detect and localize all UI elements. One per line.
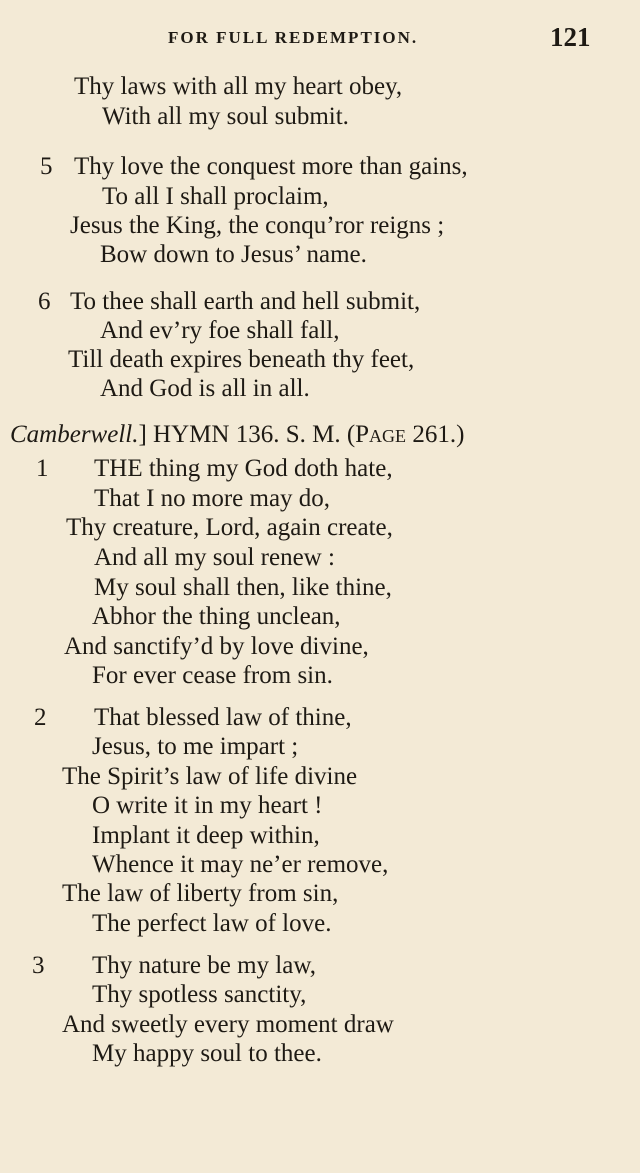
- stanza-number: 1: [36, 455, 49, 482]
- verse-line: Thy nature be my law,: [92, 952, 316, 979]
- verse-line: The law of liberty from sin,: [62, 880, 339, 907]
- stanza-number: 5: [40, 153, 53, 180]
- page-ref-number: 261.): [412, 421, 465, 448]
- running-title: FOR FULL REDEMPTION.: [168, 28, 419, 47]
- verse-line: Implant it deep within,: [92, 822, 320, 849]
- verse-line: Thy love the conquest more than gains,: [74, 153, 468, 180]
- running-head: [0, 22, 640, 54]
- verse-line: The perfect law of love.: [92, 910, 332, 937]
- verse-line: My happy soul to thee.: [92, 1040, 322, 1067]
- verse-line: And sweetly every moment draw: [62, 1011, 394, 1038]
- verse-line: That I no more may do,: [94, 485, 331, 512]
- verse-line: That blessed law of thine,: [94, 704, 352, 731]
- stanza-number: 3: [32, 952, 45, 979]
- page-ref-word: Page: [355, 421, 407, 448]
- hymn-heading: [10, 420, 464, 450]
- verse-line: Thy creature, Lord, again create,: [66, 514, 393, 541]
- verse-line: And God is all in all.: [100, 375, 310, 402]
- page-ref-open: (: [346, 421, 356, 448]
- verse-line: Bow down to Jesus’ name.: [100, 241, 367, 268]
- page-number: 121: [550, 22, 591, 52]
- verse-line: My soul shall then, like thine,: [94, 574, 392, 601]
- verse-line: Jesus the King, the conqu’ror reigns ;: [70, 212, 445, 239]
- verse-line: Thy laws with all my heart obey,: [74, 73, 403, 100]
- verse-line: Till death expires beneath thy feet,: [68, 346, 415, 373]
- verse-line: O write it in my heart !: [92, 792, 323, 819]
- hymn-title: HYMN 136. S. M.: [153, 421, 341, 448]
- verse-line: For ever cease from sin.: [92, 662, 333, 689]
- tune-name: Camberwell.: [10, 421, 139, 448]
- verse-line: To thee shall earth and hell submit,: [70, 288, 421, 315]
- verse-line: Thy spotless sanctity,: [92, 981, 307, 1008]
- verse-line: The Spirit’s law of life divine: [62, 763, 358, 790]
- stanza-number: 6: [38, 288, 51, 315]
- verse-line: Jesus, to me impart ;: [92, 733, 299, 760]
- verse-line: With all my soul submit.: [102, 103, 349, 130]
- verse-line: And ev’ry foe shall fall,: [100, 317, 340, 344]
- stanza-number: 2: [34, 704, 47, 731]
- verse-line: And sanctify’d by love divine,: [64, 633, 369, 660]
- verse-line: To all I shall proclaim,: [102, 183, 329, 210]
- verse-line: Whence it may ne’er remove,: [92, 851, 389, 878]
- verse-line: Abhor the thing unclean,: [92, 603, 341, 630]
- verse-line: And all my soul renew :: [94, 544, 335, 571]
- verse-line: THE thing my God doth hate,: [94, 455, 393, 482]
- tune-bracket: ]: [138, 421, 147, 448]
